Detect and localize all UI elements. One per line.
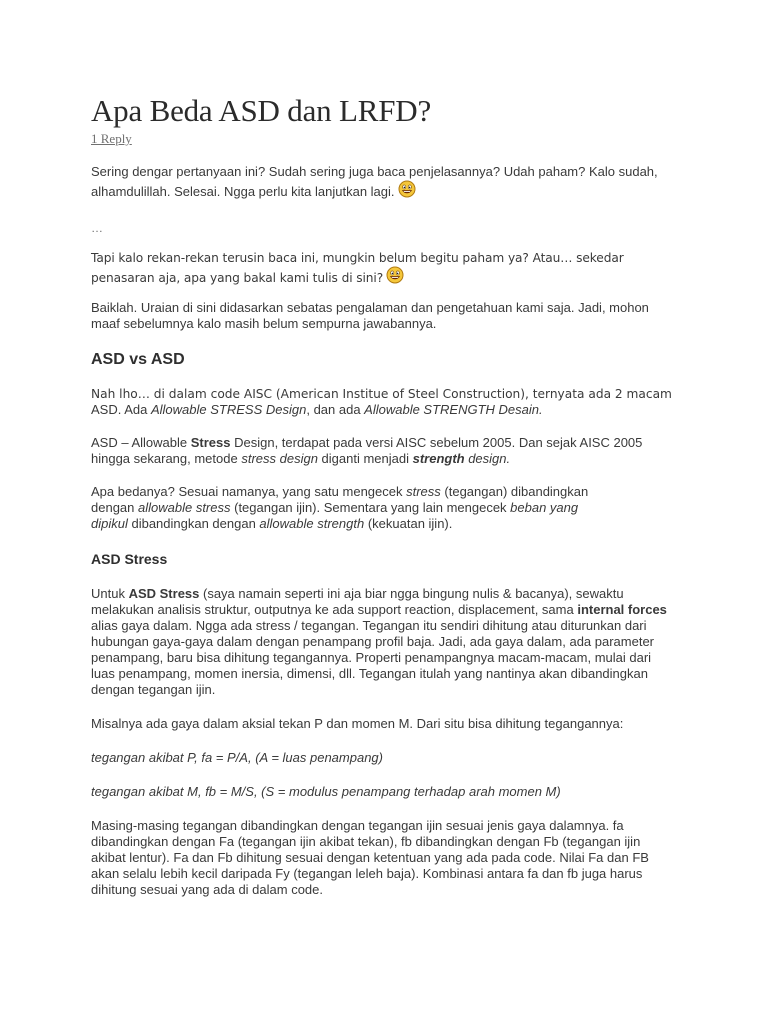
formula-axial-stress [91,750,681,766]
ellipsis-separator: … [91,221,103,235]
heading-asd-stress: ASD Stress [91,551,168,567]
intro-text-1: Sering dengar pertanyaan ini? Sudah sering juga baca penjelasannya? Udah paham? Kalo sudah, alhamdulillah. Selesai. Ngga perlu kita lanjutkan lagi. [91,164,658,199]
asd-vs-text-2c: Design, terdapat pada versi AISC sebelum 2005. Dan sejak AISC 2005 hingga sekarang, metode [91,435,643,466]
beban-yang-dipikul-term: beban yang dipikul [91,500,579,531]
intro-paragraph-1 [91,164,681,200]
asd-stress-text-1e: alias gaya dalam. Ngga ada stress / tegangan. Tegangan itu sendiri dihitung atau diturunkan dari hubungan gaya-gaya dalam dengan penampang profil baja. Jadi, ada gaya dalam, ada parameter penampang, baru bisa dihitung tegangannya. Properti penampangnya macam-macam, mulai dari luas penampang, momen inersia, dimensi, dll. Tegangan itulah yang nantinya akan dibandingkan dengan tegangan ijin. [91,618,655,697]
article-title: Apa Beda ASD dan LRFD? [91,93,432,128]
intro-paragraph-3: Baiklah. Uraian di sini didasarkan sebatas pengalaman dan pengetahuan kami saja. Jadi, mohon maaf sebelumnya kalo masih belum sempurna jawabannya. [91,300,649,331]
asd-stress-text-1a: Untuk [91,586,129,601]
asd-vs-text-2a: ASD – Allowable [91,435,191,450]
asd-vs-text-3a: Apa bedanya? Sesuai namanya, yang satu mengecek [91,484,407,499]
asd-vs-paragraph-1 [91,386,681,418]
formula-axial-text: tegangan akibat P, fa = P/A, (A = luas penampang) [91,750,383,765]
asd-vs-text-1c: , dan ada [306,402,365,417]
asd-stress-paragraph-3: Masing-masing tegangan dibandingkan dengan tegangan ijin sesuai jenis gaya dalamnya. fa dibandingkan dengan Fa (tegangan ijin akibat tekan), fb dibandingkan dengan Fb (tegangan ijin akibat lentur). Fa dan Fb dihitung sesuai dengan ketentuan yang ada pada code. Nilai Fa dan FB akan selalu lebih kecil daripada Fy (tegangan leleh baja). Kombinasi antara fa dan fb juga harus dihitung sesuai yang ada di dalam code. [91,818,649,897]
strength-term: strength [412,451,465,466]
asd-vs-text-3c: (tegangan) dibandingkan dengan [91,484,589,515]
asd-vs-paragraph-2 [91,435,671,467]
intro-text-2: Tapi kalo rekan-rekan terusin baca ini, mungkin belum begitu paham ya? Atau… sekedar penasaran aja, apa yang bakal kami tulis di sini? [91,251,624,285]
asd-vs-text-1b: ASD. Ada [91,402,151,417]
asd-stress-paragraph-1 [91,586,677,698]
asd-stress-paragraph-2: Misalnya ada gaya dalam aksial tekan P dan momen M. Dari situ bisa dihitung tegangannya: [91,716,624,731]
stress-design-term: stress design [241,451,318,466]
smiley-icon [398,180,416,198]
heading-asd-vs-asd: ASD vs ASD [91,351,185,368]
internal-forces-term: internal forces [577,602,667,617]
stress-italic-term: stress [406,484,441,499]
stress-term: Stress [190,435,231,450]
asd-stress-term: ASD Stress [128,586,200,601]
asd-vs-text-3g: dibandingkan dengan [127,516,260,531]
asd-vs-text-1a: Nah lho… di dalam code AISC (American Institue of Steel Construction), ternyata ada 2 macam [91,387,672,401]
asd-vs-paragraph-3 [91,484,611,532]
allowable-strength-term: allowable strength [259,516,365,531]
intro-paragraph-2 [91,250,683,286]
formula-bending-stress [91,784,681,800]
allowable-stress-design-term: Allowable STRESS Design [150,402,307,417]
asd-stress-text-1c: (saya namain seperti ini aja biar ngga bingung nulis & bacanya), sewaktu melakukan analisis struktur, outputnya ke ada support reaction, displacement, sama [91,586,624,617]
formula-bending-text: tegangan akibat M, fb = M/S, (S = modulus penampang terhadap arah momen M) [91,784,561,799]
asd-vs-text-3e: (tegangan ijin). Sementara yang lain mengecek [230,500,511,515]
article-content [91,92,681,898]
asd-vs-text-2e: diganti menjadi [317,451,413,466]
smiley-icon [386,266,404,284]
allowable-strength-design-term: Allowable STRENGTH Desain. [364,402,543,417]
allowable-stress-term: allowable stress [138,500,231,515]
design-term: design. [464,451,511,466]
asd-vs-text-3i: (kekuatan ijin). [364,516,453,531]
reply-link[interactable]: 1 Reply [91,131,132,146]
